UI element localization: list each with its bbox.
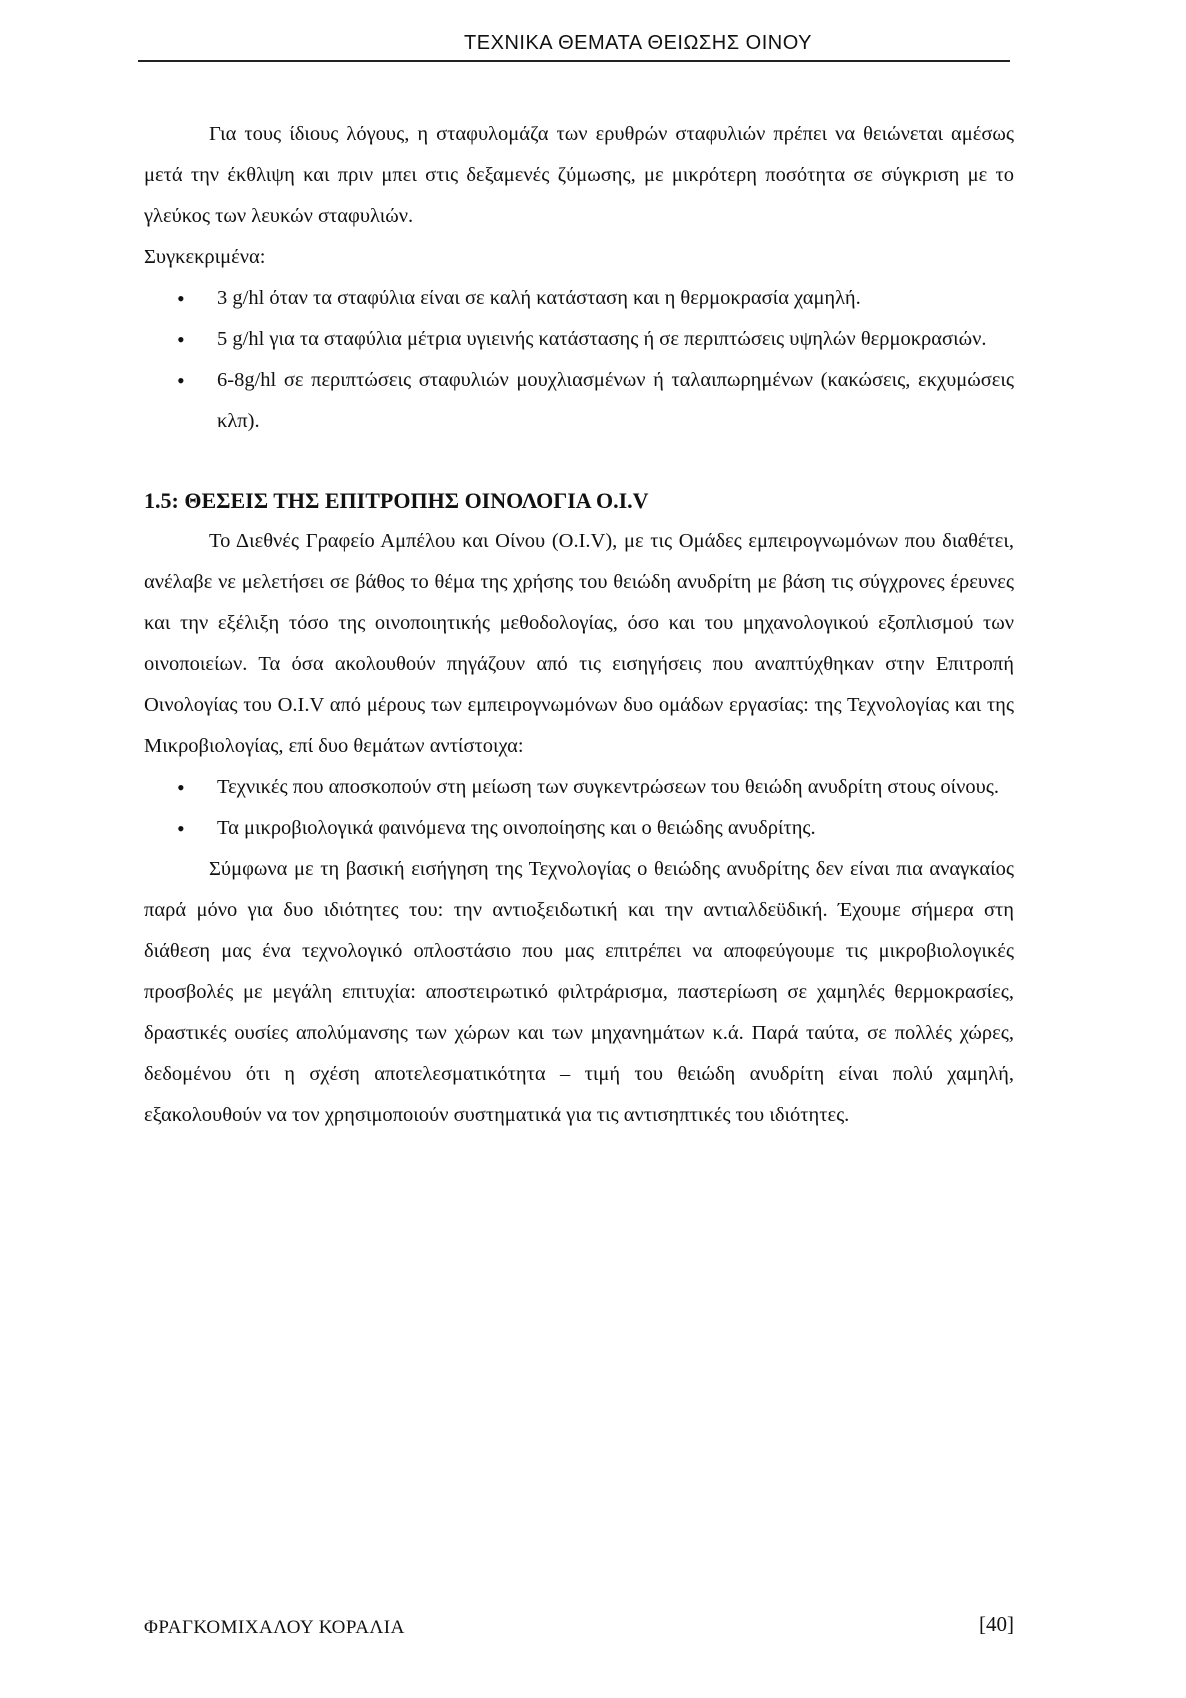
- body-text: [144, 114, 1014, 1136]
- paragraph: Σύμφωνα με τη βασική εισήγηση της Τεχνολογίας ο θειώδης ανυδρίτης δεν είναι πια αναγκαίος παρά μόνο για δυο ιδιότητες του: την αντιοξειδωτική και την αντιαλδεϋδική. Έχουμε σήμερα στη διάθεση μας ένα τεχνολογικό οπλοστάσιο που μας επιτρέπει να αποφεύγουμε τις μικροβιολογικές προσβολές με μεγάλη επιτυχία: αποστειρωτικό φιλτράρισμα, παστερίωση σε χαμηλές θερμοκρασίες, δραστικές ουσίες απολύμανσης των χώρων και των μηχανημάτων κ.ά. Παρά ταύτα, σε πολλές χώρες, δεδομένου ότι η σχέση αποτελεσματικότητα – τιμή του θειώδη ανυδρίτη είναι πολύ χαμηλή, εξακολουθούν να τον χρησιμοποιούν συστηματικά για τις αντισηπτικές του ιδιότητες.: [144, 858, 1014, 1126]
- page-number: [40]: [979, 1612, 1014, 1636]
- section-heading: 1.5: ΘΕΣΕΙΣ ΤΗΣ ΕΠΙΤΡΟΠΗΣ ΟΙΝΟΛΟΓΙΑ Ο.Ι.V: [144, 488, 649, 513]
- paragraph: Για τους ίδιους λόγους, η σταφυλομάζα των ερυθρών σταφυλιών πρέπει να θειώνεται αμέσως μετά την έκθλιψη και πριν μπει στις δεξαμενές ζύμωσης, με μικρότερη ποσότητα σε σύγκριση με το γλεύκος των λευκών σταφυλιών.: [144, 123, 1014, 227]
- bullet-list: [144, 278, 1014, 442]
- header-divider: [138, 60, 1010, 62]
- list-item: • 5 g/hl για τα σταφύλια μέτρια υγιεινής κατάστασης ή σε περιπτώσεις υψηλών θερμοκρασιών.: [144, 319, 1014, 360]
- paragraph: Συγκεκριμένα:: [144, 246, 266, 268]
- footer-author: ΦΡΑΓΚΟΜΙΧΑΛΟΥ ΚΟΡΑΛΙΑ: [144, 1617, 405, 1638]
- list-item: • 3 g/hl όταν τα σταφύλια είναι σε καλή κατάσταση και η θερμοκρασία χαμηλή.: [144, 278, 1014, 319]
- paragraph: Το Διεθνές Γραφείο Αμπέλου και Οίνου (Ο.Ι.V), με τις Ομάδες εμπειρογνωμόνων που διαθέτει, ανέλαβε νε μελετήσει σε βάθος το θέμα της χρήσης του θειώδη ανυδρίτη με βάση τις σύγχρονες έρευνες και την εξέλιξη τόσο της οινοποιητικής μεθοδολογίας, όσο και του μηχανολογικού εξοπλισμού των οινοποιείων. Τα όσα ακολουθούν πηγάζουν από τις εισηγήσεις που αναπτύχθηκαν στην Επιτροπή Οινολογίας του Ο.Ι.V από μέρους των εμπειρογνωμόνων δυο ομάδων εργασίας: της Τεχνολογίας και της Μικροβιολογίας, επί δυο θεμάτων αντίστοιχα:: [144, 530, 1014, 757]
- running-header: ΤΕΧΝΙΚΑ ΘΕΜΑΤΑ ΘΕΙΩΣΗΣ ΟΙΝΟΥ: [464, 32, 812, 54]
- list-item: • Τα μικροβιολογικά φαινόμενα της οινοποίησης και ο θειώδης ανυδρίτης.: [144, 808, 1014, 849]
- bullet-list: [144, 767, 1014, 849]
- list-item: • 6-8g/hl σε περιπτώσεις σταφυλιών μουχλιασμένων ή ταλαιπωρημένων (κακώσεις, εκχυμώσεις κλπ).: [144, 360, 1014, 442]
- list-item: • Τεχνικές που αποσκοπούν στη μείωση των συγκεντρώσεων του θειώδη ανυδρίτη στους οίνους.: [144, 767, 1014, 808]
